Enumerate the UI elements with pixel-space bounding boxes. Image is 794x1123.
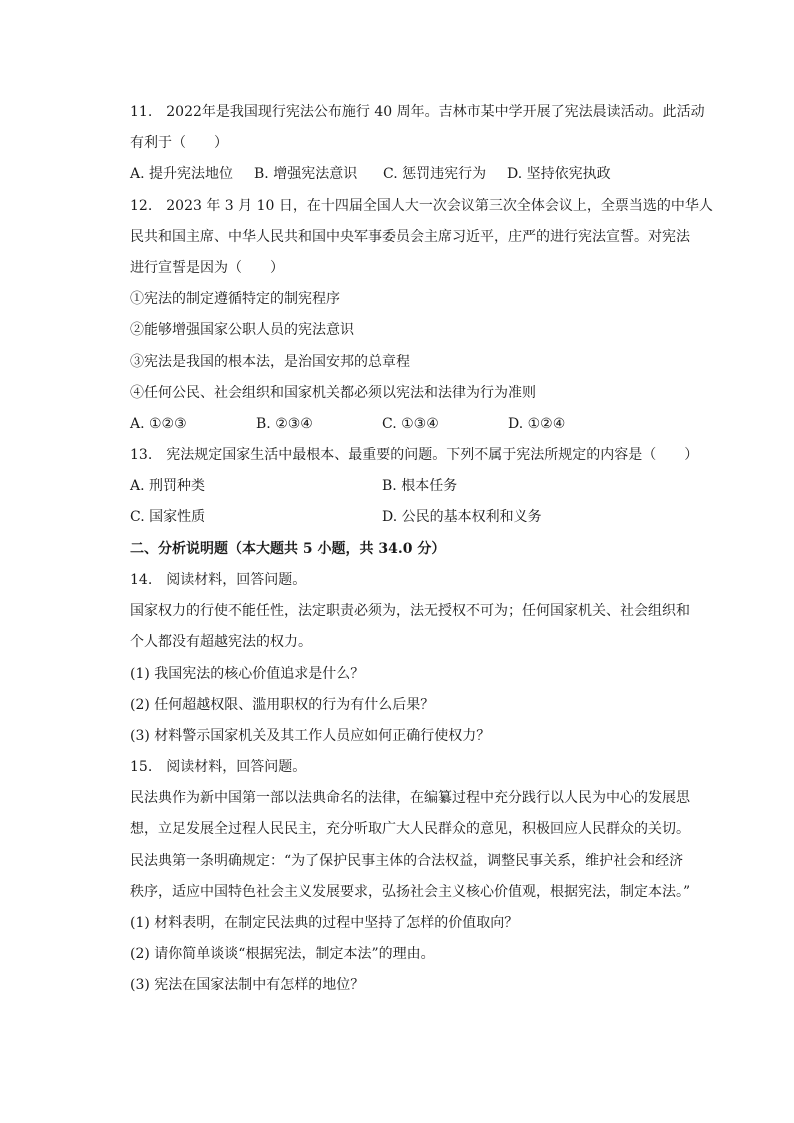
q14-material-2: 个人都没有超越宪法的权力。 [130, 634, 312, 650]
q13-option-b: B. 根本任务 [382, 478, 458, 494]
q12-option-c: C. ①③④ [382, 416, 439, 432]
q15-material-1: 民法典作为新中国第一部以法典命名的法律，在编纂过程中充分践行以人民为中心的发展思 [130, 790, 690, 806]
q15-sub-1: (1) 材料表明，在制定民法典的过程中坚持了怎样的价值取向？ [130, 915, 519, 931]
q14-sub-1: (1) 我国宪法的核心价值追求是什么？ [130, 666, 365, 682]
q14-sub-3: (3) 材料警示国家机关及其工作人员应如何正确行使权力？ [130, 728, 491, 744]
q12-option-d: D. ①②④ [508, 416, 566, 432]
q15-material-2: 想，立足发展全过程人民民主，充分听取广大人民群众的意见，积极回应人民群众的关切。 [130, 821, 690, 837]
q15-material-3: 民法典第一条明确规定：“为了保护民事主体的合法权益，调整民事关系，维护社会和经济 [130, 853, 684, 869]
section-2-heading: 二、分析说明题（本大题共 5 小题，共 34.0 分） [130, 541, 446, 557]
q11-option-a: A. 提升宪法地位 [130, 166, 234, 182]
q15-title: 15. 阅读材料，回答问题。 [130, 759, 307, 775]
q12-option-a: A. ①②③ [130, 416, 187, 432]
q13-option-d: D. 公民的基本权利和义务 [382, 509, 542, 525]
q11-line-2: 有利于（ ） [130, 135, 228, 151]
q12-item-2: ②能够增强国家公职人员的宪法意识 [130, 322, 354, 338]
q14-sub-2: (2) 任何超越权限、滥用职权的行为有什么后果？ [130, 697, 435, 713]
q11-option-b: B. 增强宪法意识 [254, 166, 358, 182]
q11-line-1: 11. 2022年是我国现行宪法公布施行 40 周年。吉林市某中学开展了宪法晨读活动。此活动 [130, 104, 705, 120]
q13-option-a: A. 刑罚种类 [130, 478, 206, 494]
q12-line-2: 民共和国主席、中华人民共和国中央军事委员会主席习近平，庄严的进行宪法宣誓。对宪法 [130, 229, 690, 245]
q11-option-d: D. 坚持依宪执政 [507, 166, 611, 182]
q13-option-c: C. 国家性质 [130, 509, 206, 525]
q13-line-1: 13. 宪法规定国家生活中最根本、最重要的问题。下列不属于宪法所规定的内容是（ ） [130, 447, 699, 463]
q12-item-4: ④任何公民、社会组织和国家机关都必须以宪法和法律为行为准则 [130, 385, 536, 401]
q14-title: 14. 阅读材料，回答问题。 [130, 572, 307, 588]
q12-item-1: ①宪法的制定遵循特定的制宪程序 [130, 291, 340, 307]
q12-option-b: B. ②③④ [256, 416, 313, 432]
q12-line-1: 12. 2023 年 3 月 10 日，在十四届全国人大一次会议第三次全体会议上，全票当选的中华人 [130, 198, 713, 214]
q15-sub-2: (2) 请你简单谈谈“根据宪法，制定本法”的理由。 [130, 946, 435, 962]
q11-option-c: C. 惩罚违宪行为 [383, 166, 487, 182]
q15-material-4: 秩序，适应中国特色社会主义发展要求，弘扬社会主义核心价值观，根据宪法，制定本法。” [130, 884, 691, 900]
q12-item-3: ③宪法是我国的根本法，是治国安邦的总章程 [130, 354, 410, 370]
q15-sub-3: (3) 宪法在国家法制中有怎样的地位？ [130, 977, 365, 993]
q14-material-1: 国家权力的行使不能任性，法定职责必须为，法无授权不可为；任何国家机关、社会组织和 [130, 603, 690, 619]
q12-line-3: 进行宣誓是因为（ ） [130, 260, 284, 276]
